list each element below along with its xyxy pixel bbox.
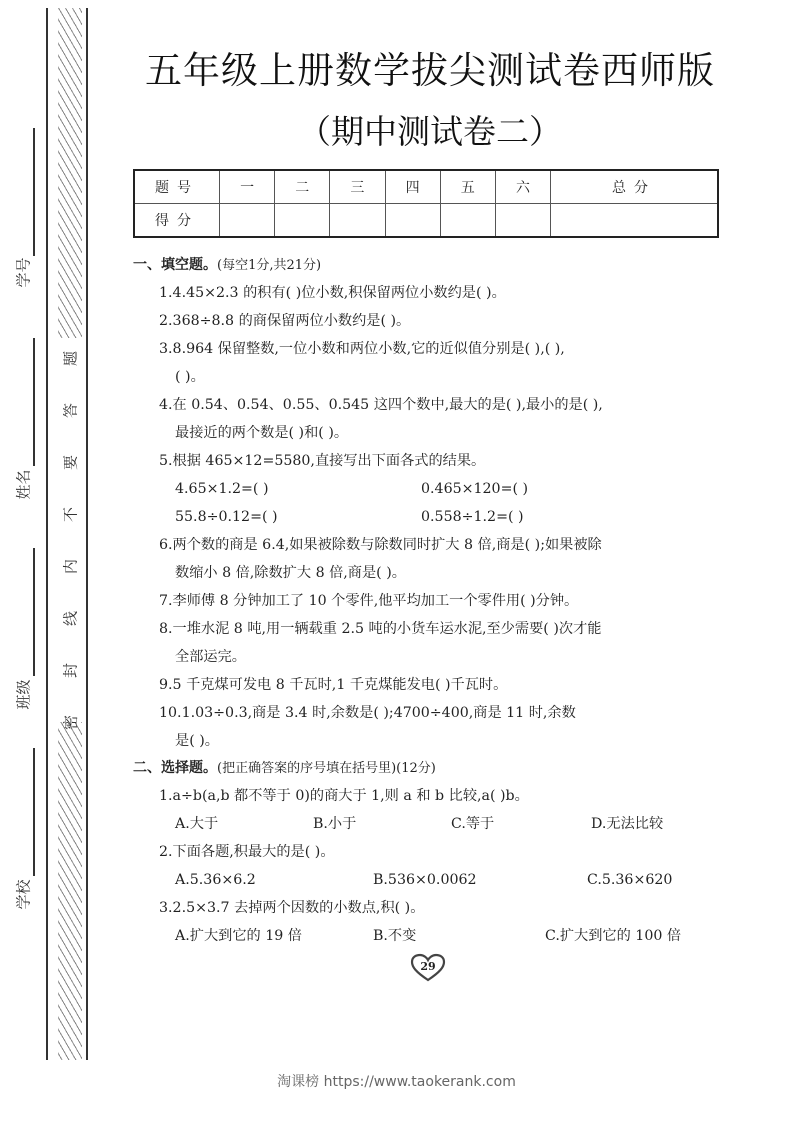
question-line: 8.一堆水泥 8 吨,用一辆载重 2.5 吨的小货车运水泥,至少需要( )次才能 bbox=[159, 621, 602, 637]
question-line: 2.下面各题,积最大的是( )。 bbox=[159, 844, 335, 860]
q5-row bbox=[133, 475, 728, 503]
page-subtitle: （期中测试卷二） bbox=[298, 112, 562, 151]
school-field[interactable] bbox=[33, 748, 35, 876]
score-cell[interactable] bbox=[440, 204, 495, 238]
score-header-cell: 一 bbox=[220, 170, 275, 204]
seal-char: 答 bbox=[61, 403, 80, 419]
score-table bbox=[133, 169, 719, 238]
score-header-cell: 题号 bbox=[134, 170, 220, 204]
student-id-field[interactable] bbox=[33, 128, 35, 256]
score-header-cell: 总分 bbox=[551, 170, 718, 204]
question-line: 6.两个数的商是 6.4,如果被除数与除数同时扩大 8 倍,商是( );如果被除 bbox=[159, 537, 602, 553]
option[interactable]: B.小于 bbox=[313, 816, 357, 832]
question-line: 是( )。 bbox=[175, 733, 219, 749]
score-cell[interactable] bbox=[220, 204, 275, 238]
options-row bbox=[133, 922, 728, 950]
page-number-badge bbox=[410, 953, 446, 983]
seal-char: 要 bbox=[61, 455, 80, 471]
option[interactable]: C.扩大到它的 100 倍 bbox=[545, 928, 682, 944]
option[interactable]: A.扩大到它的 19 倍 bbox=[175, 928, 302, 944]
exam-content bbox=[133, 252, 728, 950]
student-id-label: 学号 bbox=[14, 257, 33, 288]
question-line: 9.5 千克煤可发电 8 千瓦时,1 千克煤能发电( )千瓦时。 bbox=[159, 677, 508, 693]
score-cell[interactable] bbox=[330, 204, 385, 238]
binding-margin bbox=[0, 0, 100, 1070]
binding-hatch-bottom bbox=[58, 722, 82, 1060]
q5-item: 4.65×1.2=( ) bbox=[175, 481, 269, 497]
options-row bbox=[133, 866, 728, 894]
seal-char: 不 bbox=[61, 507, 80, 523]
name-label: 姓名 bbox=[14, 469, 33, 500]
question-line: 1.a÷b(a,b 都不等于 0)的商大于 1,则 a 和 b 比较,a( )b。 bbox=[159, 788, 529, 804]
class-field[interactable] bbox=[33, 548, 35, 676]
school-label: 学校 bbox=[14, 879, 33, 910]
page-title: 五年级上册数学拔尖测试卷西师版 bbox=[145, 49, 715, 92]
question-line: 10.1.03÷0.3,商是 3.4 时,余数是( );4700÷400,商是 11 时,余数 bbox=[159, 705, 576, 721]
question-line: 5.根据 465×12=5580,直接写出下面各式的结果。 bbox=[159, 453, 486, 469]
option[interactable]: B.536×0.0062 bbox=[373, 872, 477, 888]
binding-hatch-top bbox=[58, 8, 82, 338]
q5-item: 55.8÷0.12=( ) bbox=[175, 509, 278, 525]
q5-row bbox=[133, 503, 728, 531]
option[interactable]: A.5.36×6.2 bbox=[175, 872, 256, 888]
section-note: (每空1分,共21分) bbox=[217, 258, 322, 273]
option[interactable]: B.不变 bbox=[373, 928, 417, 944]
option[interactable]: D.无法比较 bbox=[591, 816, 664, 832]
question-line: 数缩小 8 倍,除数扩大 8 倍,商是( )。 bbox=[175, 565, 406, 581]
section-title: 二、选择题。 bbox=[133, 760, 217, 776]
section-note: (把正确答案的序号填在括号里)(12分) bbox=[217, 761, 436, 776]
question-line: 7.李师傅 8 分钟加工了 10 个零件,他平均加工一个零件用( )分钟。 bbox=[159, 593, 579, 609]
option[interactable]: C.5.36×620 bbox=[587, 872, 673, 888]
score-cell[interactable] bbox=[275, 204, 330, 238]
question-line: 全部运完。 bbox=[175, 649, 246, 665]
score-header-cell: 二 bbox=[275, 170, 330, 204]
question-line: 3.2.5×3.7 去掉两个因数的小数点,积( )。 bbox=[159, 900, 425, 916]
option[interactable]: C.等于 bbox=[451, 816, 495, 832]
class-label: 班级 bbox=[14, 679, 33, 710]
seal-char: 封 bbox=[61, 663, 80, 679]
options-row bbox=[133, 810, 728, 838]
score-row-label: 得分 bbox=[134, 204, 220, 238]
seal-char: 线 bbox=[61, 611, 80, 627]
score-header-cell: 四 bbox=[385, 170, 440, 204]
score-cell[interactable] bbox=[495, 204, 550, 238]
option[interactable]: A.大于 bbox=[175, 816, 219, 832]
seal-char: 题 bbox=[61, 351, 80, 367]
question-line: 4.在 0.5̇4̇、0.54̇、0.55、0.545 这四个数中,最大的是( ),最小的是( ), bbox=[159, 397, 603, 413]
binding-line-left bbox=[46, 8, 48, 1060]
question-line: 2.368÷8.8 的商保留两位小数约是( )。 bbox=[159, 313, 411, 329]
question-line: 最接近的两个数是( )和( )。 bbox=[175, 425, 349, 441]
q5-item: 0.465×120=( ) bbox=[421, 481, 529, 497]
section-heading-multiple-choice bbox=[133, 755, 728, 782]
score-header-cell: 五 bbox=[440, 170, 495, 204]
section-heading-fill-blank bbox=[133, 252, 728, 279]
score-table-score-row bbox=[134, 204, 718, 238]
score-cell[interactable] bbox=[385, 204, 440, 238]
footer-watermark: 淘课榜 https://www.taokerank.com bbox=[277, 1074, 516, 1090]
question-line: 1.4.45×2.3 的积有( )位小数,积保留两位小数约是( )。 bbox=[159, 285, 506, 301]
page-number: 29 bbox=[420, 960, 436, 973]
score-table-header-row bbox=[134, 170, 718, 204]
name-field[interactable] bbox=[33, 338, 35, 466]
score-header-cell: 三 bbox=[330, 170, 385, 204]
question-line: ( )。 bbox=[175, 369, 205, 385]
seal-char: 密 bbox=[61, 715, 80, 731]
q5-item: 0.558÷1.2=( ) bbox=[421, 509, 524, 525]
score-header-cell: 六 bbox=[495, 170, 550, 204]
question-line: 3.8.964 保留整数,一位小数和两位小数,它的近似值分别是( ),( ), bbox=[159, 341, 565, 357]
binding-line-right bbox=[86, 8, 88, 1060]
section-title: 一、填空题。 bbox=[133, 257, 217, 273]
score-cell[interactable] bbox=[551, 204, 718, 238]
seal-char: 内 bbox=[61, 559, 80, 575]
